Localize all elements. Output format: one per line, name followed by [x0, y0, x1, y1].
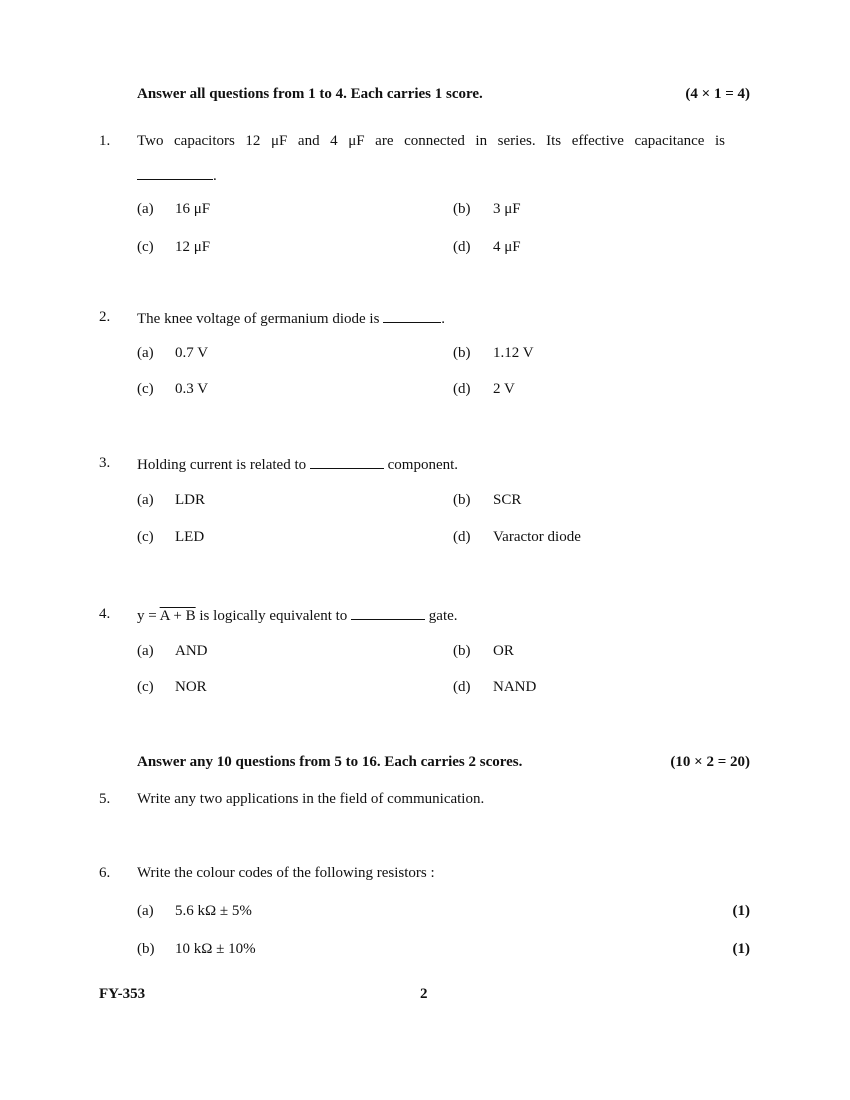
question-1-text: Two capacitors 12 μF and 4 μF are connected in series. Its effective capacitance is	[137, 133, 725, 149]
q2-option-a-value: 0.7 V	[175, 345, 209, 361]
question-3-text: Holding current is related to	[137, 457, 307, 473]
q3-option-c-value: LED	[175, 529, 205, 545]
q1-option-a-value: 16 μF	[175, 201, 211, 217]
q6-part-b-value: 10 kΩ ± 10%	[175, 941, 256, 957]
q4-option-d-value: NAND	[493, 679, 537, 695]
q3-option-b-value: SCR	[493, 492, 522, 508]
q3-option-b-label: (b)	[453, 492, 471, 508]
question-3-tail: component.	[387, 457, 459, 473]
answer-blank	[310, 455, 384, 469]
q2-option-a-label: (a)	[137, 345, 154, 361]
question-4-expression: A + B	[159, 608, 196, 624]
question-2-number: 2.	[99, 309, 111, 325]
answer-blank	[137, 166, 213, 180]
q4-option-c-value: NOR	[175, 679, 207, 695]
q4-option-c-label: (c)	[137, 679, 154, 695]
question-2-line	[137, 309, 445, 328]
question-3-number: 3.	[99, 455, 111, 471]
q4-option-a-value: AND	[175, 643, 208, 659]
q4-option-d-label: (d)	[453, 679, 471, 695]
question-4-text: is logically equivalent to	[199, 608, 348, 624]
q3-option-d-label: (d)	[453, 529, 471, 545]
q3-option-c-label: (c)	[137, 529, 154, 545]
question-5-text: Write any two applications in the field of communication.	[137, 791, 485, 807]
q3-option-d-value: Varactor diode	[493, 529, 581, 545]
q3-option-a-label: (a)	[137, 492, 154, 508]
answer-blank	[383, 309, 441, 323]
q6-part-a-score: (1)	[732, 903, 750, 919]
q4-option-a-label: (a)	[137, 643, 154, 659]
question-1-tail: .	[213, 168, 217, 184]
q2-option-b-label: (b)	[453, 345, 471, 361]
question-5-number: 5.	[99, 791, 111, 807]
q1-option-b-label: (b)	[453, 201, 471, 217]
q2-option-b-value: 1.12 V	[493, 345, 534, 361]
q1-option-a-label: (a)	[137, 201, 154, 217]
q3-option-a-value: LDR	[175, 492, 205, 508]
q4-option-b-value: OR	[493, 643, 514, 659]
section-b-marks: (10 × 2 = 20)	[670, 754, 750, 770]
q6-part-b-score: (1)	[732, 941, 750, 957]
q2-option-d-value: 2 V	[493, 381, 515, 397]
question-4-tail: gate.	[428, 608, 458, 624]
q4-option-b-label: (b)	[453, 643, 471, 659]
question-4-number: 4.	[99, 606, 111, 622]
question-1-number: 1.	[99, 133, 111, 149]
q1-option-c-value: 12 μF	[175, 239, 211, 255]
q2-option-d-label: (d)	[453, 381, 471, 397]
question-3-line	[137, 455, 458, 474]
q6-part-b-label: (b)	[137, 941, 155, 957]
question-6-number: 6.	[99, 865, 111, 881]
answer-blank	[351, 606, 425, 620]
question-2-tail: .	[441, 311, 445, 327]
q6-part-a-value: 5.6 kΩ ± 5%	[175, 903, 252, 919]
q1-option-d-label: (d)	[453, 239, 471, 255]
question-4-line	[137, 606, 458, 625]
footer-page-number: 2	[420, 986, 428, 1002]
footer-paper-code: FY-353	[99, 986, 146, 1002]
question-2-text: The knee voltage of germanium diode is	[137, 311, 380, 327]
q2-option-c-label: (c)	[137, 381, 154, 397]
question-4-prefix: y =	[137, 608, 157, 624]
q1-option-b-value: 3 μF	[493, 201, 521, 217]
q6-part-a-label: (a)	[137, 903, 154, 919]
q2-option-c-value: 0.3 V	[175, 381, 209, 397]
question-6-text: Write the colour codes of the following resistors :	[137, 865, 435, 881]
q1-option-d-value: 4 μF	[493, 239, 521, 255]
question-1-blank-line	[137, 166, 217, 185]
section-a-marks: (4 × 1 = 4)	[685, 86, 750, 102]
section-a-instruction: Answer all questions from 1 to 4. Each carries 1 score.	[137, 86, 483, 102]
q1-option-c-label: (c)	[137, 239, 154, 255]
section-b-instruction: Answer any 10 questions from 5 to 16. Each carries 2 scores.	[137, 754, 523, 770]
